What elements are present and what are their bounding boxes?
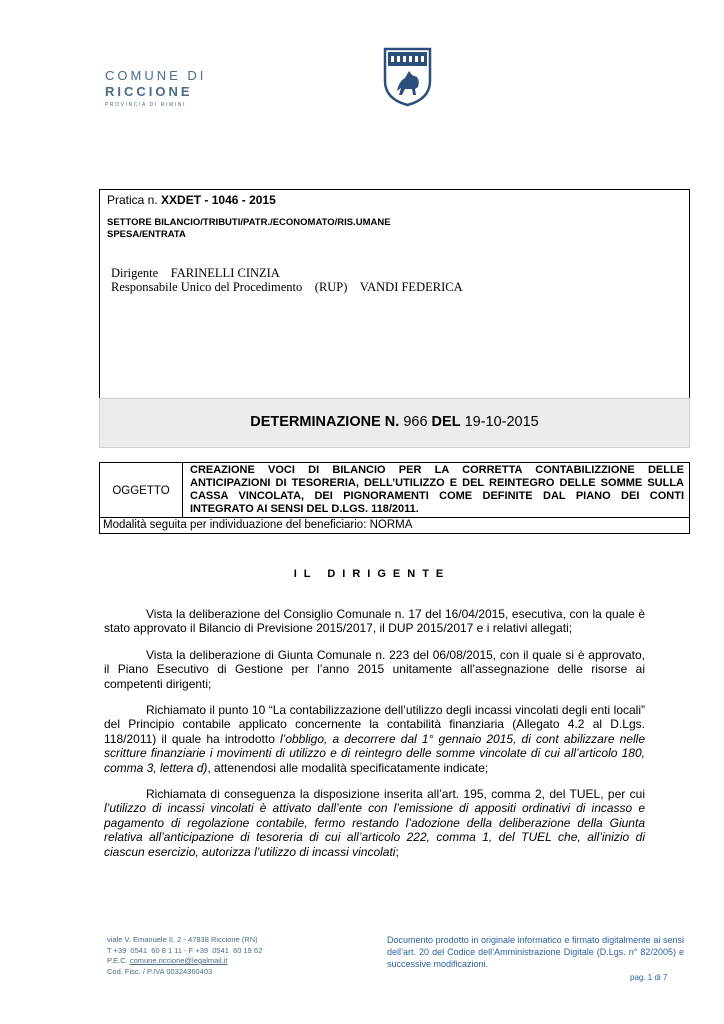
paragraph-2-text: Vista la deliberazione di Giunta Comunale n. 223 del 06/08/2015, con il quale si è approvato, il Piano Esecutivo di Gestione per l’anno 2015 unitamente all’assegnazione delle risorse ai competenti dirigenti; xyxy=(104,648,645,691)
oggetto-text: CREAZIONE VOCI DI BILANCIO PER LA CORRETTA CONTABILIZZIONE DELLE ANTICIPAZIONI DI TESORERIA, DELL’UTILIZZO E DEL REINTEGRO DELLE SOMME SULLA CASSA VINCOLATA, DEI PIGNORAMENTI COME DEFINITE DAL PIANO DEI CONTI INTEGRATO AI SENSI DEL D.LGS. 118/2011. xyxy=(190,464,684,515)
pratica-number xyxy=(107,193,276,207)
modalita-text: Modalità seguita per individuazione del beneficiario: NORMA xyxy=(103,519,413,531)
determinazione-del: DEL xyxy=(431,414,461,430)
paragraph-1 xyxy=(104,607,645,636)
logo-line-provincia: PROVINCIA DI RIMINI xyxy=(105,102,186,108)
paragraph-3-italic: l’obbligo, a decorrere dal 1° gennaio 2015, di cont abilizzare nelle scritture finanziarie i movimenti di utilizzo e di reintegro delle somme vincolate di cui all’articolo 180, comma 3, lettera d) xyxy=(104,731,645,775)
paragraph-4 xyxy=(104,787,645,859)
paragraph-3-text-a: Richiamato il punto 10 “La contabilizzazione dell’utilizzo degli incassi vincolati degli enti locali” del Principio contabile applicato concernente la contabilità finanziaria (Allegato 4.2 al D.Lgs. 118/2011) il quale ha introdotto xyxy=(104,703,645,746)
footer-pec xyxy=(107,956,262,967)
dirigente-line: Dirigente FARINELLI CINZIA xyxy=(111,266,280,280)
footer-address: viale V. Emanuele II, 2 - 47838 Riccione (RN) xyxy=(107,935,258,944)
determinazione-number: 966 xyxy=(403,414,428,430)
coat-of-arms-icon xyxy=(383,47,432,107)
settore-line1: SETTORE BILANCIO/TRIBUTI/PATR./ECONOMATO/RIS.UMANE xyxy=(107,217,391,228)
paragraph-4-text-c: ; xyxy=(395,844,399,859)
determinazione-date: 19-10-2015 xyxy=(464,414,539,430)
rup-line: Responsabile Unico del Procedimento (RUP) VANDI FEDERICA xyxy=(111,280,463,294)
paragraph-4-italic: l’utilizzo di incassi vincolati è attivato dall’ente con l’emissione di appositi ordinativi di incasso e pagamento di regolazione contabile, fermo restando l’adozione della deliberazione della Giunta relativa all’anticipazione di tesoreria di cui all’articolo 222, comma 1, del TUEL che, all’inizio di ciascun esercizio, autorizza l’utilizzo di incassi vincolati xyxy=(104,801,645,859)
municipality-logo-text xyxy=(105,68,206,108)
oggetto-label: OGGETTO xyxy=(112,485,170,497)
settore-line2: SPESA/ENTRATA xyxy=(107,229,186,240)
settore xyxy=(107,217,391,241)
paragraph-1-text: Vista la deliberazione del Consiglio Comunale n. 17 del 16/04/2015, esecutiva, con la quale è stato approvato il Bilancio di Previsione 2015/2017, il DUP 2015/2017 e i relativi allegati; xyxy=(104,607,645,636)
paragraph-2 xyxy=(104,648,645,691)
paragraph-4-text-a: Richiamata di conseguenza la disposizione inserita all’art. 195, comma 2, del TUEL, per cui xyxy=(146,787,645,801)
section-heading: IL DIRIGENTE xyxy=(293,568,451,580)
pratica-label: Pratica n. xyxy=(107,193,158,207)
determinazione-title xyxy=(99,414,690,430)
paragraph-3 xyxy=(104,703,645,775)
footer-pec-label: P.E.C. xyxy=(107,956,128,965)
logo-line-riccione: RICCIONE xyxy=(105,84,193,99)
pratica-value: XXDET - 1046 - 2015 xyxy=(161,193,276,207)
footer-contacts xyxy=(107,935,262,977)
page-number: pag. 1 di 7 xyxy=(630,973,668,982)
footer-phone: T +39 0541 60 8 1 11 - F +39 0541 60 19 62 xyxy=(107,945,263,955)
responsabili xyxy=(111,266,463,294)
logo-line-comune: COMUNE DI xyxy=(105,68,207,83)
footer-pec-link[interactable]: comune.riccione@legalmail.it xyxy=(129,956,228,965)
paragraph-3-text-c: , attenendosi alle modalità specificatamente indicate; xyxy=(207,760,489,775)
footer-notice: Documento prodotto in originale informatico e firmato digitalmente ai sensi dell’art. 20 del Codice dell’Amministrazione Digitale (D.Lgs. n° 82/2005) e successive modificazioni. xyxy=(387,935,684,969)
determinazione-prefix: DETERMINAZIONE N. xyxy=(250,414,400,430)
footer-fiscal: Cod. Fisc. / P.IVA 00324360403 xyxy=(107,966,213,976)
